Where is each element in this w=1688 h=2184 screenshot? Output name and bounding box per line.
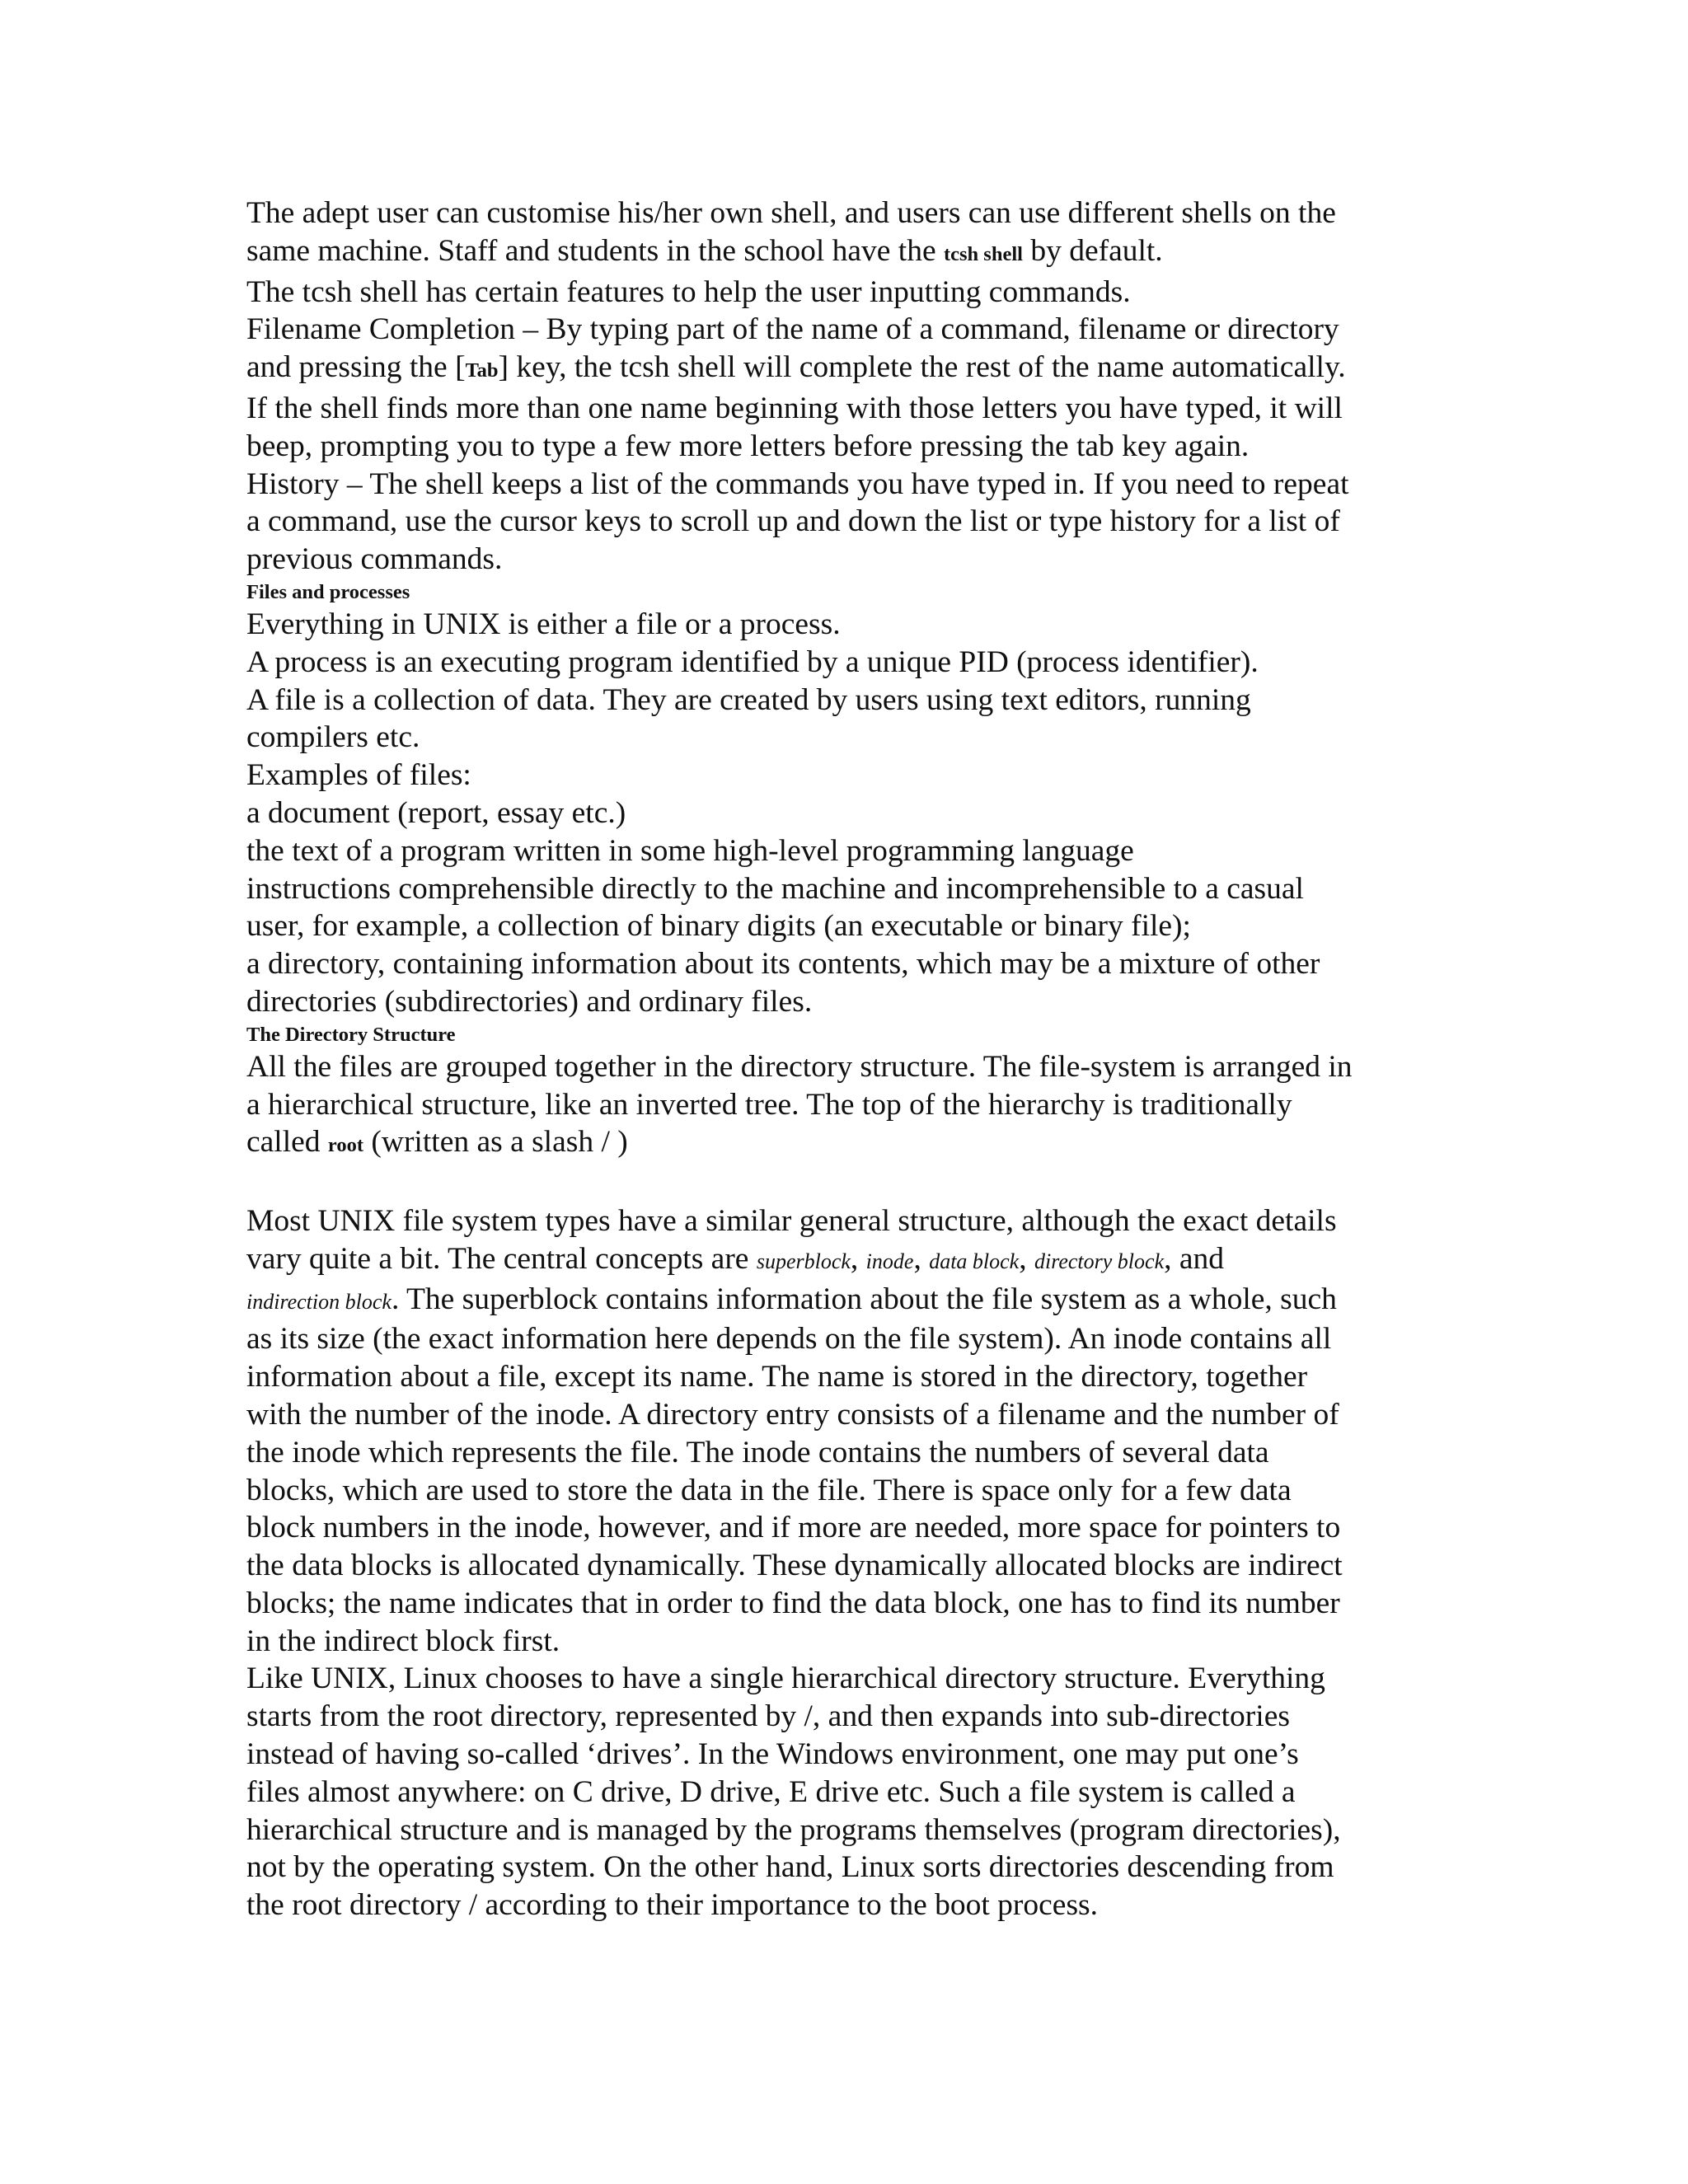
text-line: a document (report, essay etc.)	[246, 795, 626, 830]
tcsh-shell-term: tcsh shell	[943, 242, 1023, 265]
text-line: user, for example, a collection of binary digits (an executable or binary file);	[246, 909, 1191, 944]
text-line: The tcsh shell has certain features to help the user inputting commands.	[246, 274, 1131, 309]
text-line: a hierarchical structure, like an inverted tree. The top of the hierarchy is traditionally	[246, 1087, 1292, 1122]
section-heading-files-and-processes: Files and processes	[246, 580, 410, 603]
text-line: Like UNIX, Linux chooses to have a single hierarchical directory structure. Everything	[246, 1661, 1325, 1696]
text-line: as its size (the exact information here depends on the file system). An inode contains all	[246, 1322, 1332, 1357]
inode-term: inode	[865, 1249, 914, 1273]
text-line: the root directory / according to their importance to the boot process.	[246, 1888, 1099, 1923]
paragraph-gap	[246, 1165, 1450, 1202]
text-line: A file is a collection of data. They are created by users using text editors, running	[246, 682, 1251, 717]
text-line: The adept user can customise his/her own shell, and users can use different shells on the	[246, 196, 1336, 230]
text-line: a directory, containing information about its contents, which may be a mixture of other	[246, 947, 1320, 982]
superblock-term: superblock	[756, 1249, 851, 1273]
text-line: instead of having so-called ‘drives’. In the Windows environment, one may put one’s	[246, 1737, 1299, 1772]
text-line: a command, use the cursor keys to scroll up and down the list or type history for a list of	[246, 504, 1340, 539]
document-page	[246, 194, 1450, 1924]
text-line: instructions comprehensible directly to the machine and incomprehensible to a casual	[246, 871, 1304, 906]
text-line: beep, prompting you to type a few more letters before pressing the tab key again.	[246, 429, 1250, 463]
text-line: with the number of the inode. A directory entry consists of a filename and the number of	[246, 1397, 1339, 1432]
text-line: directories (subdirectories) and ordinary files.	[246, 984, 813, 1019]
section-heading-directory-structure: The Directory Structure	[246, 1023, 456, 1046]
tab-key-term: Tab	[465, 359, 499, 382]
text-line: files almost anywhere: on C drive, D drive, E drive etc. Such a file system is called a	[246, 1774, 1296, 1809]
text-line: Everything in UNIX is either a file or a process.	[246, 607, 841, 641]
text-line: and pressing the [Tab] key, the tcsh shell will complete the rest of the name automatically.	[246, 350, 1346, 385]
text-line: If the shell finds more than one name beginning with those letters you have typed, it will	[246, 391, 1343, 425]
text-line: History – The shell keeps a list of the commands you have typed in. If you need to repeat	[246, 466, 1349, 501]
text-line: hierarchical structure and is managed by the programs themselves (program directories),	[246, 1812, 1341, 1847]
text-line: compilers etc.	[246, 720, 420, 755]
text-line: Examples of files:	[246, 758, 471, 793]
text-line: the inode which represents the file. The inode contains the numbers of several data	[246, 1435, 1269, 1469]
data-block-term: data block	[929, 1249, 1020, 1273]
text-line: block numbers in the inode, however, and if more are needed, more space for pointers to	[246, 1511, 1341, 1545]
text-line: blocks, which are used to store the data in the file. There is space only for a few data	[246, 1473, 1292, 1507]
text-line: not by the operating system. On the other hand, Linux sorts directories descending from	[246, 1850, 1334, 1885]
text-line: in the indirect block first.	[246, 1624, 560, 1658]
text-line: blocks; the name indicates that in order to find the data block, one has to find its number	[246, 1586, 1340, 1620]
text-line: All the files are grouped together in the directory structure. The file-system is arranged in	[246, 1049, 1353, 1084]
text-line: previous commands.	[246, 542, 503, 577]
root-term: root	[327, 1134, 363, 1157]
text-line: Most UNIX file system types have a similar general structure, although the exact details	[246, 1203, 1337, 1238]
indirection-block-term: indirection block	[246, 1289, 392, 1314]
text-line: called root (written as a slash / )	[246, 1125, 628, 1160]
text-line: vary quite a bit. The central concepts are superblock, inode, data block, directory block, and	[246, 1241, 1225, 1276]
text-line: information about a file, except its name. The name is stored in the directory, together	[246, 1360, 1308, 1394]
directory-block-term: directory block	[1034, 1249, 1165, 1273]
text-line: starts from the root directory, represented by /, and then expands into sub-directories	[246, 1699, 1290, 1734]
text-line: A process is an executing program identified by a unique PID (process identifier).	[246, 644, 1259, 679]
text-line: same machine. Staff and students in the school have the tcsh shell by default.	[246, 233, 1163, 268]
text-line: Filename Completion – By typing part of the name of a command, filename or directory	[246, 312, 1339, 347]
text-line: the text of a program written in some high-level programming language	[246, 833, 1134, 868]
text-line: indirection block. The superblock contains information about the file system as a whole, such	[246, 1282, 1337, 1316]
text-line: the data blocks is allocated dynamically. These dynamically allocated blocks are indirect	[246, 1549, 1343, 1583]
